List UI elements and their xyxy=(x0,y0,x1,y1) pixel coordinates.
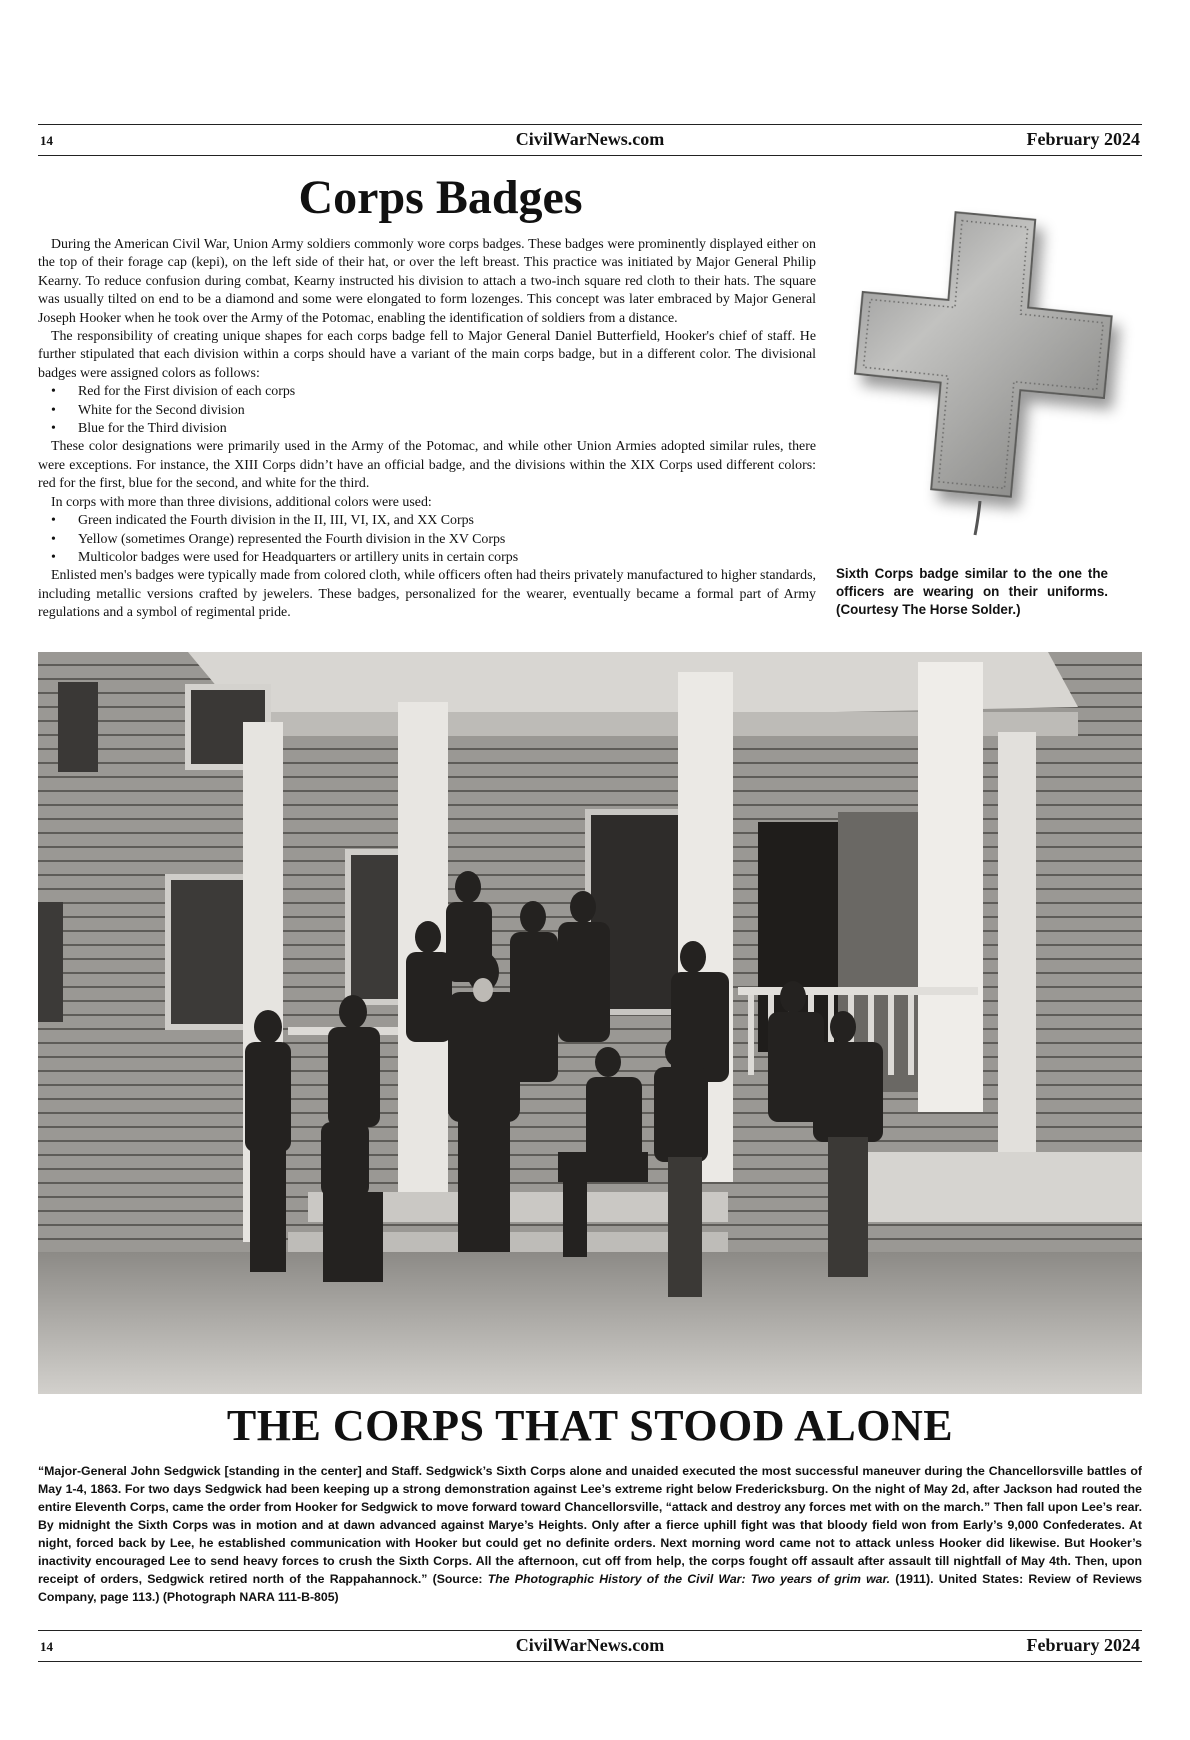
issue-date: February 2024 xyxy=(1026,129,1140,149)
feature-headline: THE CORPS THAT STOOD ALONE xyxy=(226,1401,954,1450)
issue-date: February 2024 xyxy=(1026,1635,1140,1655)
caption-text: “Major-General John Sedgwick [standing in the center] and Staff. Sedgwick’s Sixth Corps alone and unaided executed the most successful maneuver during the Chancellorsville battles of May 1-4, 1863. For two days Sedgwick had been keeping up a strong demonstration against Lee’s extreme right below Fredericksburg. On the night of May 2d, after Jackson had routed the entire Eleventh Corps, came the order from Hooker for Sedgwick to move forward toward Chancellorsville, “attack and destroy any forces met with on the march.” Then fall upon Lee’s rear. By midnight the Sixth Corps was in motion and at dawn advanced against Marye’s Heights. Only after a fierce uphill fight was that bloody field won from Early’s 9,000 Confederates. At night, forced back by Lee, he established communication with Hooker but could get no definite orders. Next morning word came not to attack unless Hooker did likewise. But Hooker’s inactivity encouraged Lee to send heavy forces to crush the Sixth Corps. All the afternoon, cut off from help, the corps fought off assault after assault till nightfall of May 4th. Then, upon receipt of orders, Sedgwick retired north of the Rappahannock.” (Source: xyxy=(38,1464,1142,1586)
caption-end: (1911). United States: Review of Reviews Company, page 113.) (Photograph NARA 111-B-805) xyxy=(38,1572,1142,1604)
site-name: CivilWarNews.com xyxy=(515,129,665,149)
list-item: • Yellow (sometimes Orange) represented the Fourth division in the XV Corps xyxy=(38,531,816,549)
paragraph: In corps with more than three divisions, additional colors were used: xyxy=(51,494,432,510)
page-footer xyxy=(38,1630,1142,1662)
list-item: • Multicolor badges were used for Headquarters or artillery units in certain corps xyxy=(38,549,816,567)
page-number: 14 xyxy=(40,1639,53,1654)
paragraph: During the American Civil War, Union Army soldiers commonly wore corps badges. These badges were prominently displayed either on the top of their forage cap (kepi), on the left side of their hat, or over the left breast. This practice was initiated by Major General Philip Kearny. To reduce confusion during combat, Kearny instructed his division to attach a two-inch square red cloth to their hats. The square was usually tilted on end to be a diamond and some were elongated to form lozenges. This concept was later embraced by Major General Joseph Hooker when he took over the Army of the Potomac, enabling the identification of soldiers from a distance. xyxy=(38,237,816,326)
color-list xyxy=(38,383,816,438)
list-item: • Blue for the Third division xyxy=(38,420,816,438)
sixth-corps-badge-image xyxy=(840,205,1140,545)
list-item: • Red for the First division of each corps xyxy=(38,383,816,401)
source-title: The Photographic History of the Civil War: Two years of grim war. xyxy=(487,1572,891,1586)
paragraph: These color designations were primarily used in the Army of the Potomac, and while other Union Armies adopted similar rules, there were exceptions. For instance, the XIII Corps didn’t have an official badge, and the divisions within the XIX Corps used different colors: red for the first, blue for the second, and white for the third. xyxy=(38,439,816,492)
photo-caption xyxy=(38,1462,1142,1606)
page-number: 14 xyxy=(40,133,53,148)
paragraph: The responsibility of creating unique shapes for each corps badge fell to Major General Daniel Butterfield, Hooker's chief of staff. He further stipulated that each division within a corps should have a variant of the main corps badge, but in a different color. The divisional badges were assigned colors as follows: xyxy=(38,329,816,381)
article-body xyxy=(38,236,816,623)
site-name: CivilWarNews.com xyxy=(515,1635,665,1655)
paragraph: Enlisted men's badges were typically made from colored cloth, while officers often had theirs privately manufactured to higher standards, including metallic versions crafted by jewelers. These badges, personalized for the wearer, eventually became a formal part of Army regulations and a symbol of regimental pride. xyxy=(38,568,816,621)
list-item: • White for the Second division xyxy=(38,402,816,420)
page-header xyxy=(38,124,1142,156)
list-item: • Green indicated the Fourth division in the II, III, VI, IX, and XX Corps xyxy=(38,512,816,530)
article-title: Corps Badges xyxy=(298,171,583,224)
sedgwick-staff-photograph xyxy=(38,652,1142,1394)
badge-caption: Sixth Corps badge similar to the one the officers are wearing on their uniforms. (Courtesy The Horse Solder.) xyxy=(836,566,1108,617)
extra-color-list xyxy=(38,512,816,567)
